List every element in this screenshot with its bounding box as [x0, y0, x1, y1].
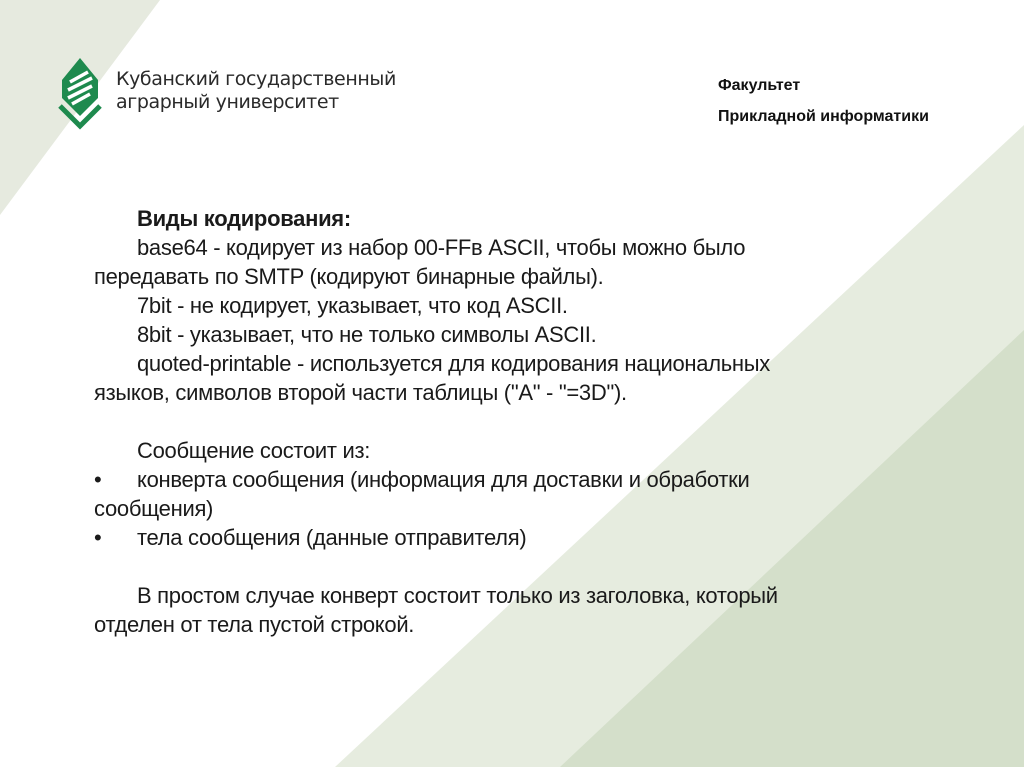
conclusion-line: В простом случае конверт состоит только из заголовка, который	[137, 583, 778, 608]
university-logo-icon	[58, 58, 102, 130]
faculty-title: Прикладной информатики	[718, 108, 929, 125]
bullet-item-continuation: сообщения)	[94, 496, 214, 521]
encoding-line: quoted-printable - используется для кодирования национальных	[137, 351, 770, 376]
university-name-line: аграрный университет	[116, 91, 339, 113]
bullet-item: конверта сообщения (информация для доставки и обработки	[137, 467, 750, 492]
section-heading: Виды кодирования:	[137, 206, 351, 231]
bullet-icon: •	[94, 525, 102, 550]
university-name	[116, 68, 396, 114]
university-name-line: Кубанский государственный	[116, 68, 396, 90]
faculty-label: Факультет	[718, 77, 801, 94]
encoding-line: языков, символов второй части таблицы ("A" - "=3D").	[94, 380, 627, 405]
encoding-line: 8bit - указывает, что не только символы ASCII.	[137, 322, 597, 347]
faculty-name	[718, 70, 929, 132]
bullet-icon: •	[94, 467, 102, 492]
bullet-item: тела сообщения (данные отправителя)	[137, 525, 527, 550]
message-intro: Сообщение состоит из:	[137, 438, 371, 463]
encoding-line: 7bit - не кодирует, указывает, что код ASCII.	[137, 293, 568, 318]
encoding-line: base64 - кодирует из набор 00-FFв ASCII, чтобы можно было	[137, 235, 746, 260]
conclusion-line: отделен от тела пустой строкой.	[94, 612, 415, 637]
encoding-line: передавать по SMTP (кодируют бинарные файлы).	[94, 264, 604, 289]
